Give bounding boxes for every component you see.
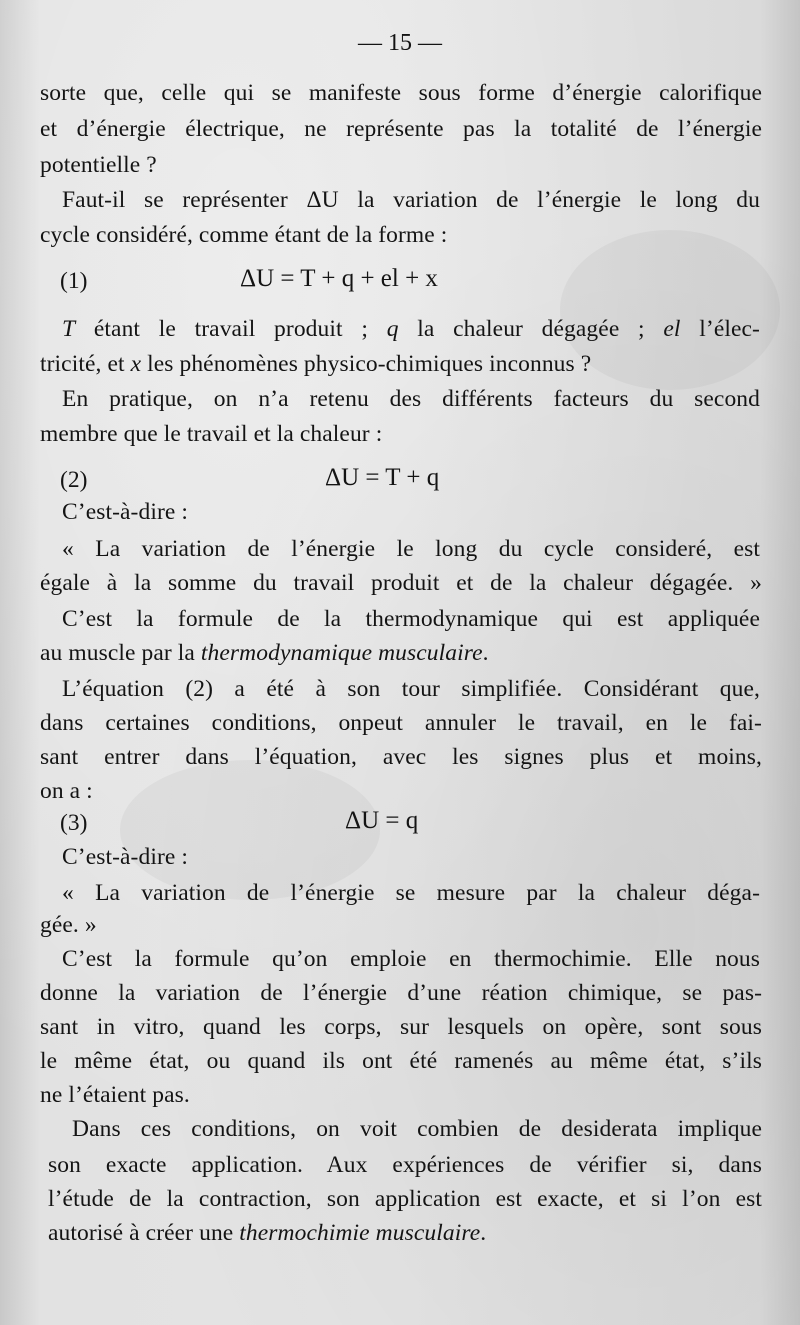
- text-line: égale à la somme du travail produit et de la chaleur dégagée. »: [40, 570, 762, 596]
- text-run: étant le travail produit ;: [75, 316, 387, 342]
- text-line: C’est-à-dire :: [62, 499, 189, 525]
- symbol: x: [130, 351, 142, 377]
- text-run: tricité, et: [40, 351, 131, 377]
- text-line: le même état, ou quand ils ont été ramenés au même état, s’ils: [40, 1048, 762, 1074]
- page-number: — 15 —: [358, 30, 442, 56]
- text-line: C’est la formule de la thermodynamique qui est appliquée: [62, 606, 760, 632]
- text-line: gée. »: [40, 912, 97, 938]
- text-line: l’étude de la contraction, son application est exacte, et si l’on est: [48, 1186, 762, 1212]
- text-line: « La variation de l’énergie le long du cycle consideré, est: [62, 536, 760, 562]
- text-line: En pratique, on n’a retenu des différents facteurs du second: [62, 386, 760, 412]
- text-line: membre que le travail et la chaleur :: [40, 421, 383, 447]
- text-line: potentielle ?: [40, 152, 157, 178]
- text-run: .: [480, 1220, 487, 1246]
- text-line: « La variation de l’énergie se mesure par la chaleur déga-: [62, 880, 760, 906]
- text-line: Dans ces conditions, on voit combien de desiderata implique: [72, 1116, 762, 1142]
- text-line: dans certaines conditions, onpeut annuler le travail, en le fai-: [40, 710, 762, 736]
- text-run: autorisé à créer une: [48, 1220, 240, 1246]
- text-run: la chaleur dégagée ;: [398, 316, 664, 342]
- text-line: on a :: [40, 778, 93, 804]
- text-line: L’équation (2) a été à son tour simplifiée. Considérant que,: [62, 676, 760, 702]
- equation-formula: ΔU = T + q + el + x: [240, 265, 438, 292]
- italic-term: thermodynamique musculaire: [200, 640, 483, 666]
- text-line: donne la variation de l’énergie d’une réation chimique, se pas-: [40, 980, 762, 1006]
- equation-number: (1): [60, 268, 88, 294]
- text-line: Faut-il se représenter ΔU la variation de l’énergie le long du: [62, 187, 760, 213]
- symbol: el: [663, 316, 681, 342]
- text-line: C’est la formule qu’on emploie en thermochimie. Elle nous: [62, 946, 760, 972]
- equation-number: (2): [60, 467, 88, 493]
- text-line: [40, 349, 591, 379]
- text-line: C’est-à-dire :: [62, 844, 189, 870]
- text-run: au muscle par la: [40, 640, 201, 666]
- text-run: les phénomènes physico-chimiques inconnus ?: [141, 351, 592, 377]
- italic-term: thermochimie musculaire: [239, 1220, 481, 1246]
- text-line: [62, 314, 760, 344]
- symbol: T: [62, 316, 76, 342]
- text-line: et d’énergie électrique, ne représente pas la totalité de l’énergie: [40, 116, 762, 142]
- text-line: son exacte application. Aux expériences de vérifier si, dans: [48, 1152, 762, 1178]
- paper-stain: [560, 230, 780, 390]
- text-line: sorte que, celle qui se manifeste sous forme d’énergie calorifique: [40, 80, 762, 106]
- text-line: sant entrer dans l’équation, avec les signes plus et moins,: [40, 744, 762, 770]
- symbol: q: [386, 316, 399, 342]
- text-run: .: [482, 640, 489, 666]
- text-line: sant in vitro, quand les corps, sur lesquels on opère, sont sous: [40, 1014, 762, 1040]
- equation-formula: ΔU = q: [345, 807, 419, 834]
- text-line: ne l’étaient pas.: [40, 1082, 190, 1108]
- text-line: cycle considéré, comme étant de la forme :: [40, 222, 448, 248]
- equation-number: (3): [60, 810, 88, 836]
- text-line: [48, 1218, 486, 1248]
- text-run: l’élec-: [680, 316, 760, 342]
- text-line: [40, 638, 489, 668]
- equation-formula: ΔU = T + q: [325, 464, 440, 491]
